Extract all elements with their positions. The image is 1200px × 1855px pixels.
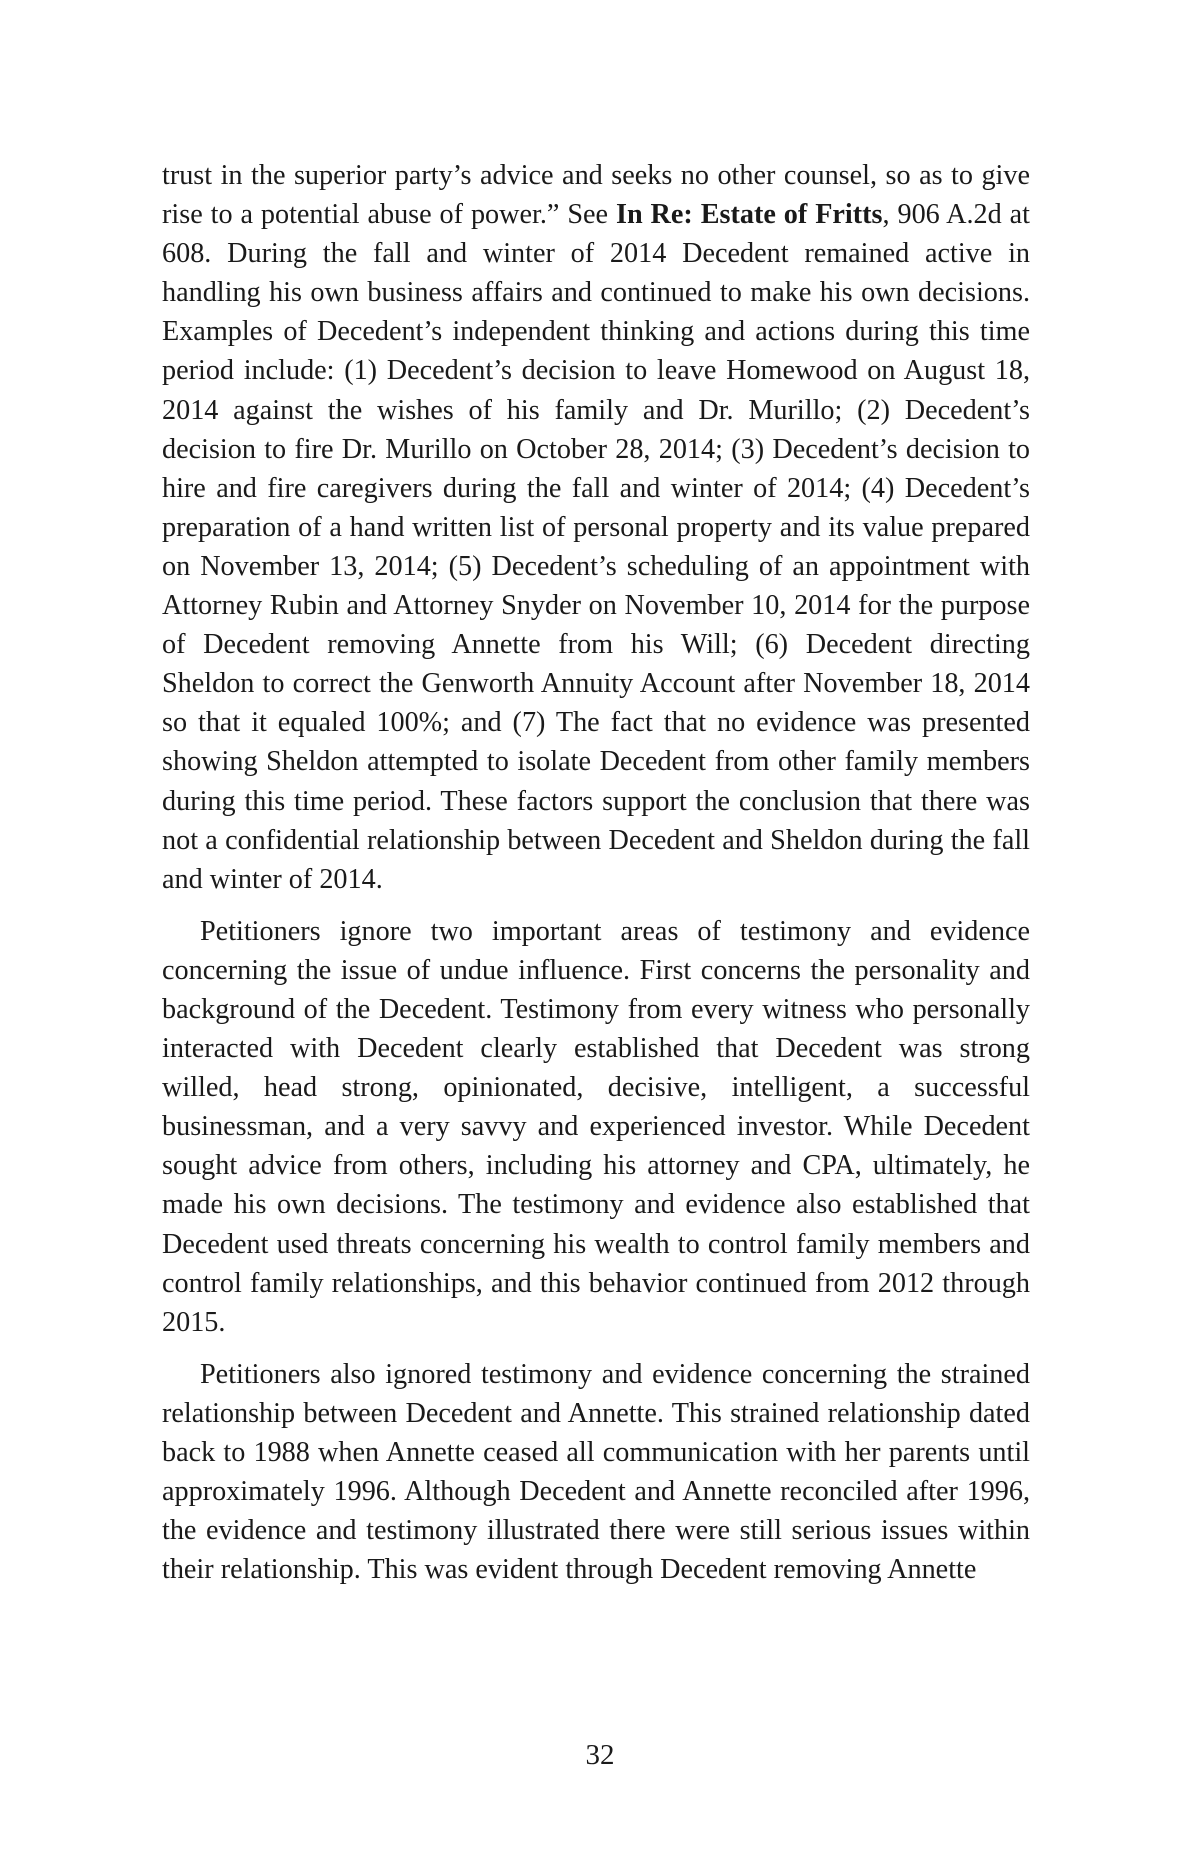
case-citation: In Re: Estate of Fritts [615, 199, 883, 231]
text-run: Petitioners ignore two important areas of testimony and evidence concerning the issue of undue influence. First concerns the personality and background of the Decedent. Testimony from every witness who personally interacted with Decedent clearly established that Decedent was strong willed, head strong, opinionated, decisive, intelligent, a successful businessman, and a very savvy and experienced investor. While Decedent sought advice from others, including his attorney and CPA, ultimately, he made his own decisions. The testimony and evidence also established that Decedent used threats concerning his wealth to control family members and control family relationships, and this behavior continued from 2012 through 2015. [162, 915, 1030, 1338]
page-number: 32 [585, 1739, 615, 1771]
body-text [162, 156, 1030, 1589]
paragraph-3 [162, 1355, 1030, 1590]
text-run: trust in the superior party’s advice and seeks no other counsel, so as to give rise to a potential abuse of power.” See [162, 160, 1030, 231]
paragraph-2 [162, 912, 1030, 1342]
text-run: Petitioners also ignored testimony and evidence concerning the strained relationship between Decedent and Annette. This strained relationship dated back to 1988 when Annette ceased all communication with her parents until approximately 1996. Although Decedent and Annette reconciled after 1996, the evidence and testimony illustrated there were still serious issues within their relationship. This was evident through Decedent removing Annette [162, 1358, 1030, 1586]
text-run: , 906 A.2d at 608. During the fall and winter of 2014 Decedent remained active in handling his own business affairs and continued to make his own decisions. Examples of Decedent’s independent thinking and actions during this time period include: (1) Decedent’s decision to leave Homewood on August 18, 2014 against the wishes of his family and Dr. Murillo; (2) Decedent’s decision to fire Dr. Murillo on October 28, 2014; (3) Decedent’s decision to hire and fire caregivers during the fall and winter of 2014; (4) Decedent’s preparation of a hand written list of personal property and its value prepared on November 13, 2014; (5) Decedent’s scheduling of an appointment with Attorney Rubin and Attorney Snyder on November 10, 2014 for the purpose of Decedent removing Annette from his Will; (6) Decedent directing Sheldon to correct the Genworth Annuity Account after November 18, 2014 so that it equaled 100%; and (7) The fact that no evidence was presented showing Sheldon attempted to isolate Decedent from other family members during this time period. These factors support the conclusion that there was not a confidential relationship between Decedent and Sheldon during the fall and winter of 2014. [162, 199, 1030, 895]
paragraph-1 [162, 156, 1030, 899]
